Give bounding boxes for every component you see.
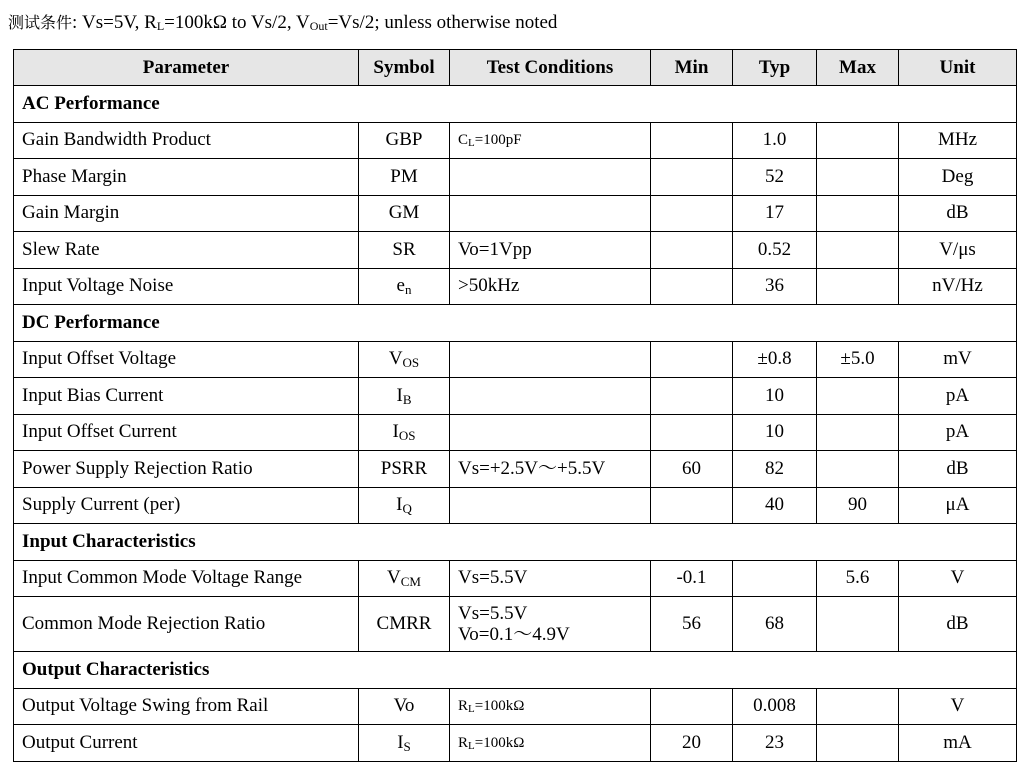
condition-rest: =100kΩ [474,734,525,751]
test-conditions-cell: Vs=+2.5V～+5.5V [450,451,651,488]
table-row [14,122,1017,159]
table-row [14,159,1017,196]
section-row [14,86,1017,123]
symbol-base: I [392,421,399,443]
table-row [14,378,1017,415]
header-symbol: Symbol [359,50,450,86]
header-test-conditions: Test Conditions [450,50,651,86]
typ-cell: 17 [733,195,817,232]
test-conditions-cell [450,159,651,196]
typ-cell: ±0.8 [733,341,817,378]
typ-cell: 82 [733,451,817,488]
table-row [14,341,1017,378]
test-conditions-cell [450,378,651,415]
max-cell [817,451,899,488]
symbol-cell [359,414,450,451]
min-cell [651,414,733,451]
min-cell [651,122,733,159]
unit-cell: Deg [899,159,1017,196]
spec-table [13,49,1017,762]
unit-cell: pA [899,378,1017,415]
symbol-sub: OS [402,355,420,371]
symbol-sub: Q [402,501,412,517]
header-min: Min [651,50,733,86]
symbol-cell: GM [359,195,450,232]
table-row [14,560,1017,597]
symbol-base: I [396,384,403,406]
symbol-sub: B [402,391,412,407]
unit-cell: dB [899,597,1017,652]
symbol-sub: CM [400,574,421,590]
typ-cell [733,560,817,597]
condition-sub: L [468,739,475,752]
section-row [14,524,1017,561]
max-cell [817,597,899,652]
unit-cell: dB [899,195,1017,232]
symbol-cell [359,560,450,597]
header-unit: Unit [899,50,1017,86]
typ-cell: 0.008 [733,688,817,725]
table-row [14,688,1017,725]
condition-sub: L [468,703,475,716]
table-row [14,268,1017,305]
symbol-cell [359,487,450,524]
unit-cell: nV/Hz [899,268,1017,305]
symbol-cell: GBP [359,122,450,159]
table-row [14,232,1017,269]
section-row [14,305,1017,342]
test-conditions-cell [450,725,651,762]
max-cell [817,159,899,196]
parameter-cell: Input Voltage Noise [14,268,359,305]
typ-cell: 36 [733,268,817,305]
table-row [14,597,1017,652]
unit-cell: V [899,688,1017,725]
unit-cell: pA [899,414,1017,451]
parameter-cell: Gain Margin [14,195,359,232]
test-conditions-cell: >50kHz [450,268,651,305]
symbol-cell: PSRR [359,451,450,488]
typ-cell: 1.0 [733,122,817,159]
condition-base: R [458,734,469,751]
test-conditions-cell [450,341,651,378]
symbol-base: I [396,494,403,516]
table-row [14,725,1017,762]
symbol-cell [359,725,450,762]
table-row [14,451,1017,488]
symbol-sub: S [403,738,411,754]
symbol-base: I [397,731,404,753]
parameter-cell: Phase Margin [14,159,359,196]
max-cell [817,378,899,415]
table-row [14,414,1017,451]
parameter-cell: Output Current [14,725,359,762]
header-parameter: Parameter [14,50,359,86]
typ-cell: 52 [733,159,817,196]
condition-base: C [458,132,469,149]
section-title: Input Characteristics [14,524,1017,561]
parameter-cell: Input Offset Current [14,414,359,451]
symbol-base: V [388,348,403,370]
parameter-cell: Supply Current (per) [14,487,359,524]
test-conditions-cell: Vs=5.5V [450,560,651,597]
unit-cell: V [899,560,1017,597]
min-cell: 56 [651,597,733,652]
caption-sub-1: L [156,19,165,33]
min-cell [651,268,733,305]
table-row [14,487,1017,524]
condition-base: R [458,698,469,715]
section-title: AC Performance [14,86,1017,123]
test-conditions-caption [8,10,557,34]
condition-sub: L [468,137,475,150]
max-cell [817,195,899,232]
typ-cell: 10 [733,378,817,415]
unit-cell: mA [899,725,1017,762]
symbol-cell [359,268,450,305]
symbol-cell: PM [359,159,450,196]
typ-cell: 0.52 [733,232,817,269]
condition-line: Vo=0.1～4.9V [458,624,570,645]
symbol-cell: Vo [359,688,450,725]
parameter-cell: Gain Bandwidth Product [14,122,359,159]
spec-table-body [14,86,1017,762]
parameter-cell: Input Common Mode Voltage Range [14,560,359,597]
typ-cell: 10 [733,414,817,451]
unit-cell: V/μs [899,232,1017,269]
parameter-cell: Power Supply Rejection Ratio [14,451,359,488]
section-title: DC Performance [14,305,1017,342]
max-cell [817,268,899,305]
min-cell [651,378,733,415]
test-conditions-cell [450,597,651,652]
parameter-cell: Input Bias Current [14,378,359,415]
unit-cell: MHz [899,122,1017,159]
unit-cell: mV [899,341,1017,378]
max-cell [817,725,899,762]
max-cell [817,122,899,159]
max-cell: ±5.0 [817,341,899,378]
caption-cjk: 测试条件 [8,13,73,32]
symbol-base: e [396,275,405,297]
max-cell [817,688,899,725]
parameter-cell: Common Mode Rejection Ratio [14,597,359,652]
caption-text-1: : Vs=5V, R [72,12,157,33]
unit-cell: μA [899,487,1017,524]
max-cell [817,414,899,451]
min-cell: 60 [651,451,733,488]
unit-cell: dB [899,451,1017,488]
typ-cell: 40 [733,487,817,524]
symbol-sub: n [404,282,412,298]
min-cell [651,341,733,378]
parameter-cell: Input Offset Voltage [14,341,359,378]
test-conditions-cell [450,487,651,524]
test-conditions-cell [450,414,651,451]
min-cell [651,159,733,196]
header-typ: Typ [733,50,817,86]
test-conditions-cell [450,122,651,159]
condition-rest: =100kΩ [474,698,525,715]
typ-cell: 23 [733,725,817,762]
table-row [14,195,1017,232]
caption-text-3: =Vs/2; unless otherwise noted [327,12,558,33]
symbol-cell: SR [359,232,450,269]
min-cell [651,232,733,269]
header-row [14,50,1017,86]
condition-rest: =100pF [474,132,522,149]
caption-text-2: =100kΩ to Vs/2, V [164,12,310,33]
max-cell: 90 [817,487,899,524]
symbol-cell: CMRR [359,597,450,652]
parameter-cell: Output Voltage Swing from Rail [14,688,359,725]
symbol-base: V [387,567,401,589]
min-cell [651,487,733,524]
symbol-sub: OS [398,428,416,444]
condition-line: Vs=5.5V [458,603,528,624]
symbol-cell [359,378,450,415]
test-conditions-cell: Vo=1Vpp [450,232,651,269]
test-conditions-cell [450,195,651,232]
min-cell: -0.1 [651,560,733,597]
typ-cell: 68 [733,597,817,652]
symbol-cell [359,341,450,378]
header-max: Max [817,50,899,86]
min-cell: 20 [651,725,733,762]
min-cell [651,195,733,232]
section-row [14,652,1017,689]
caption-sub-2: Out [309,19,328,33]
test-conditions-cell [450,688,651,725]
max-cell: 5.6 [817,560,899,597]
max-cell [817,232,899,269]
min-cell [651,688,733,725]
parameter-cell: Slew Rate [14,232,359,269]
section-title: Output Characteristics [14,652,1017,689]
